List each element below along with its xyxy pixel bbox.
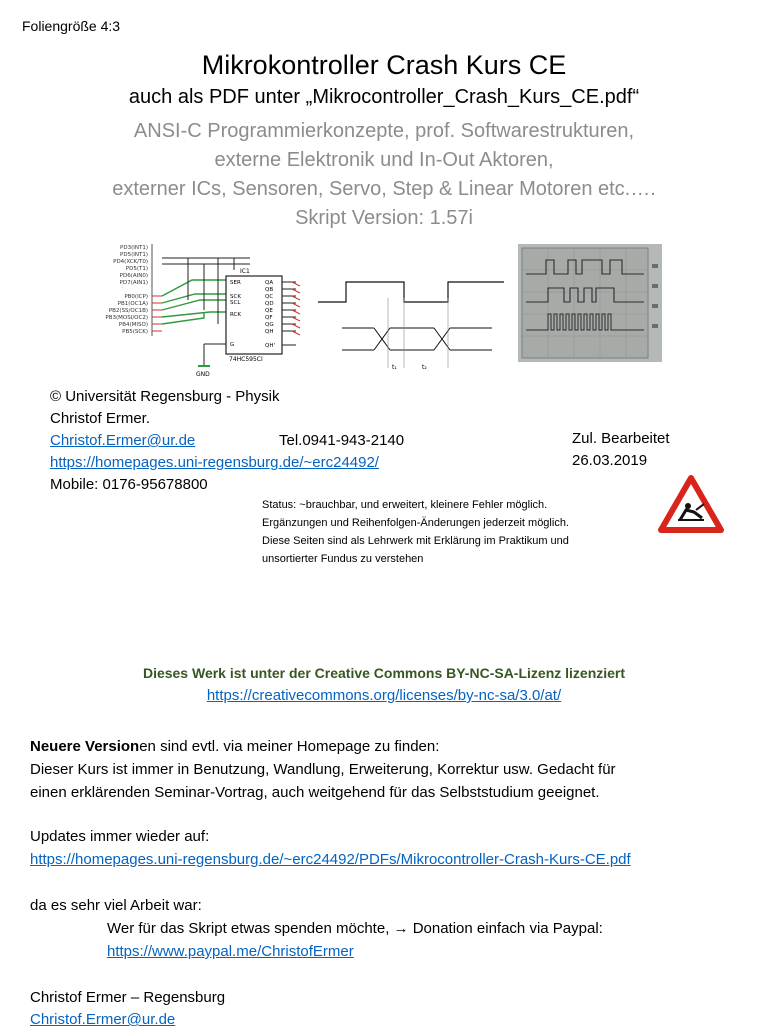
pdf-note	[0, 86, 768, 109]
chip-label: IC1	[240, 268, 250, 275]
chip-in-pin: SCL	[230, 300, 241, 306]
donation-row	[107, 940, 603, 963]
license-row	[0, 687, 768, 704]
mcu-pin-label: PB1(OC1A)	[117, 301, 148, 307]
gnd-label: GND	[196, 371, 210, 378]
chip-out-pin: QE	[265, 308, 273, 314]
updates-label: Updates immer wieder auf:	[30, 828, 210, 845]
edited-block	[572, 428, 670, 472]
page-title: Mikrokontroller Crash Kurs CE	[201, 50, 567, 80]
mcu-pin-label: PD7(AIN1)	[119, 280, 148, 286]
chip-out-pin: QD	[265, 301, 274, 307]
donation-line: Wer für das Skript etwas spenden möchte, → Donation einfach via Paypal:	[107, 920, 603, 937]
edited-label: Zul. Bearbeitet	[572, 430, 670, 447]
mobile-number: Mobile: 0176-95678800	[50, 476, 208, 493]
subtitle-line: Skript Version: 1.57i	[295, 207, 473, 229]
footer-block	[30, 987, 225, 1031]
slide-size-label: Foliengröße 4:3	[22, 18, 121, 34]
footer-name: Christof Ermer – Regensburg	[30, 989, 226, 1006]
versions-line: einen erklärenden Seminar-Vortrag, auch weitgehend für das Selbststudium geeignet.	[30, 784, 600, 801]
updates-block	[30, 825, 631, 871]
paypal-link[interactable]: https://www.paypal.me/ChristofErmer	[107, 943, 354, 960]
construction-warning-icon	[658, 474, 724, 534]
subtitle-block	[0, 117, 768, 233]
phone-number: Tel.0941-943-2140	[279, 432, 405, 449]
chip-out-pin: QA	[265, 280, 274, 286]
donation-intro: da es sehr viel Arbeit war:	[30, 897, 202, 914]
pdf-filename: Mikrocontroller_Crash_Kurs_CE.pdf“	[312, 86, 640, 108]
chip-out-pin: QC	[265, 294, 274, 300]
mcu-pin-label: PB5(SCK)	[122, 329, 148, 335]
timing-label: t₁	[392, 364, 397, 371]
chip-in-pin: SCK	[230, 294, 241, 300]
chip-in-pin: RCK	[230, 312, 241, 318]
author-name: Christof Ermer.	[50, 410, 151, 427]
versions-rest: en sind evtl. via meiner Homepage zu finden:	[139, 738, 440, 755]
updates-row	[30, 848, 631, 871]
mcu-pin-label: PB0(ICP)	[124, 294, 148, 300]
subtitle-line: ANSI-C Programmierkonzepte, prof. Softwarestrukturen,	[133, 120, 635, 142]
status-line: Status: ~brauchbar, und erweitert, kleinere Fehler möglich.	[262, 499, 548, 511]
chip-in-pin: SER	[230, 280, 241, 286]
shift-register-schematic	[100, 240, 305, 380]
updates-pdf-link[interactable]: https://homepages.uni-regensburg.de/~erc24492/PDFs/Mikrocontroller-Crash-Kurs-CE.pdf	[30, 851, 631, 868]
license-text: Dieses Werk ist unter der Creative Commons BY-NC-SA-Lizenz lizenziert	[142, 665, 626, 681]
timing-label: t₂	[422, 364, 427, 371]
chip-name: 74HC595CI	[229, 356, 263, 363]
copyright: © Universität Regensburg - Physik	[50, 388, 280, 405]
versions-line	[30, 735, 760, 758]
chip-out-pin: QF	[265, 315, 273, 321]
chip-out-pin: QH	[265, 329, 274, 335]
subtitle-line: externe Elektronik und In-Out Aktoren,	[214, 149, 554, 171]
mcu-pin-label: PB2(SS/OC1B)	[108, 308, 148, 314]
footer-email-link[interactable]: Christof.Ermer@ur.de	[30, 1011, 176, 1028]
donation-block	[107, 917, 603, 963]
status-line: Diese Seiten sind als Lehrwerk mit Erklärung im Praktikum und	[262, 535, 569, 547]
status-block	[262, 496, 569, 568]
mcu-pin-label: PD5(T1)	[125, 266, 148, 272]
footer-email-row	[30, 1009, 225, 1031]
versions-bold: Neuere Version	[30, 738, 140, 755]
chip-out-pin: QH'	[265, 343, 275, 349]
license-link[interactable]: https://creativecommons.org/licenses/by-nc-sa/3.0/at/	[206, 687, 562, 704]
status-line: Ergänzungen und Reihenfolgen-Änderungen jederzeit möglich.	[262, 517, 569, 529]
timing-diagram	[316, 268, 506, 376]
pdf-note-prefix: auch als PDF unter „	[128, 86, 313, 108]
status-line: unsortierter Fundus zu verstehen	[262, 553, 424, 565]
mcu-pin-label: PB3(MOSI/OC2)	[105, 315, 148, 321]
mcu-pin-label: PD5(INT1)	[120, 252, 148, 258]
homepage-row	[50, 452, 379, 474]
email-link[interactable]: Christof.Ermer@ur.de	[50, 432, 196, 449]
versions-block	[30, 735, 760, 804]
chip-out-pin: QB	[265, 287, 274, 293]
mcu-pin-label: PD3(INT1)	[120, 245, 148, 251]
mcu-pin-label: PD4(XCK/T0)	[113, 259, 148, 265]
mcu-pin-label: PB4(MISO)	[118, 322, 148, 328]
oscilloscope-image	[518, 244, 662, 362]
homepage-link[interactable]: https://homepages.uni-regensburg.de/~erc24492/	[50, 454, 379, 471]
mcu-pin-label: PD6(AIN0)	[119, 273, 148, 279]
chip-in-pin: G	[230, 342, 235, 348]
subtitle-line: externer ICs, Sensoren, Servo, Step & Linear Motoren etc.….	[112, 178, 656, 200]
edited-date: 26.03.2019	[572, 452, 648, 469]
versions-line: Dieser Kurs ist immer in Benutzung, Wandlung, Erweiterung, Korrektur usw. Gedacht für	[30, 761, 616, 778]
chip-out-pin: QG	[265, 322, 274, 328]
